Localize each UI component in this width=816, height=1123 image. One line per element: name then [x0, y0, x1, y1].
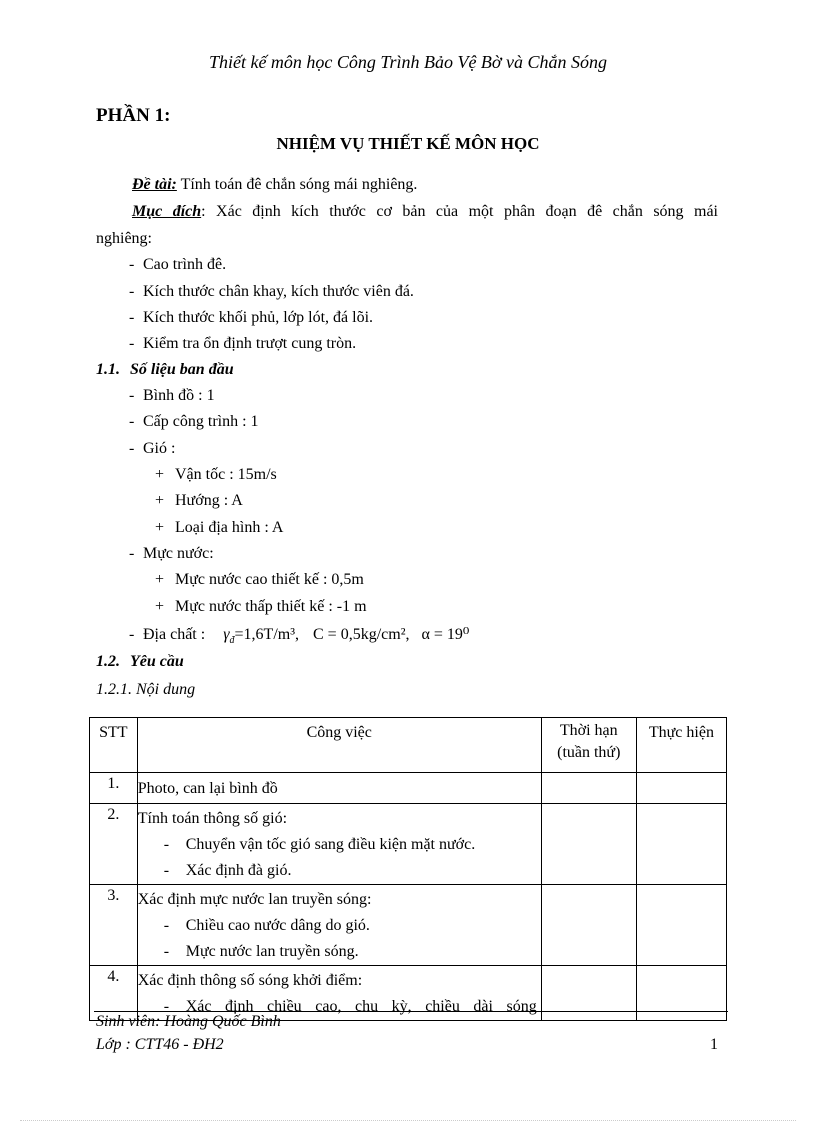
sub-list-item: + Mực nước thấp thiết kế : -1 m	[155, 598, 367, 615]
page-edge	[20, 1120, 796, 1121]
purpose-label: Mục đích	[132, 203, 202, 220]
list-item: - Mực nước:	[129, 545, 214, 562]
footer-class: Lớp : CTT46 - ĐH2	[96, 1036, 224, 1053]
section-heading-1-2: 1.2. Yêu cầu	[96, 653, 184, 670]
table-row: 4. Xác định thông số sóng khởi điểm: - Xác định chiều cao, chu kỳ, chiều dài sóng	[90, 966, 727, 1021]
page-header: Thiết kế môn học Công Trình Bảo Vệ Bờ và Chắn Sóng	[208, 52, 608, 72]
sub-list-item: + Hướng : A	[155, 492, 243, 509]
list-item: - Kiểm tra ổn định trượt cung tròn.	[129, 335, 357, 352]
purpose-line-1	[132, 203, 718, 221]
list-item: - Bình đồ : 1	[129, 387, 215, 404]
section-heading-1-1: 1.1. Số liệu ban đầu	[96, 361, 234, 378]
list-item: - Gió :	[129, 440, 176, 457]
task-table	[89, 717, 727, 1021]
header-done: Thực hiện	[636, 718, 726, 773]
section-heading-1-2-1: 1.2.1. Nội dung	[96, 681, 196, 698]
sub-list-item: + Mực nước cao thiết kế : 0,5m	[155, 571, 364, 588]
topic-label: Đề tài:	[132, 176, 177, 193]
list-item: - Kích thước chân khay, kích thước viên đá.	[129, 283, 414, 300]
part-title: PHẦN 1:	[96, 105, 171, 126]
geology-line: - Địa chất : $\gamma_đ=1,6T/m^3$, C = 0,5kg/cm², α = 19⁰	[129, 626, 470, 647]
header-stt: STT	[90, 718, 138, 773]
sub-list-item: + Loại địa hình : A	[155, 519, 284, 536]
document-title: NHIỆM VỤ THIẾT KẾ MÔN HỌC	[276, 134, 540, 153]
footer-student: Sinh viên: Hoàng Quốc Bình	[96, 1013, 281, 1030]
purpose-text: : Xác định kích thước cơ bản của một phân đoạn đê chắn sóng mái	[201, 203, 719, 220]
list-item: - Cao trình đê.	[129, 256, 227, 273]
table-row: 3. Xác định mực nước lan truyền sóng: - Chiều cao nước dâng do gió. - Mực nước lan truyền sóng.	[90, 885, 727, 966]
topic-text: Tính toán đê chắn sóng mái nghiêng.	[176, 176, 418, 193]
gamma-symbol: $\gamma_đ$	[223, 626, 235, 647]
list-item: - Kích thước khối phủ, lớp lót, đá lõi.	[129, 309, 374, 326]
list-item: - Cấp công trình : 1	[129, 413, 259, 430]
purpose-line-2: nghiêng:	[96, 230, 152, 247]
table-row: 2. Tính toán thông số gió: - Chuyển vận tốc gió sang điều kiện mặt nước. - Xác định đà gió.	[90, 804, 727, 885]
topic-line	[132, 176, 417, 194]
header-time: Thời hạn (tuần thứ)	[541, 718, 636, 773]
sub-list-item: + Vận tốc : 15m/s	[155, 466, 277, 483]
table-header-row	[90, 718, 727, 773]
header-work: Công việc	[137, 718, 541, 773]
page-number: 1	[710, 1036, 718, 1053]
footer-divider	[94, 1011, 728, 1012]
table-row: 1. Photo, can lại bình đồ	[90, 773, 727, 804]
